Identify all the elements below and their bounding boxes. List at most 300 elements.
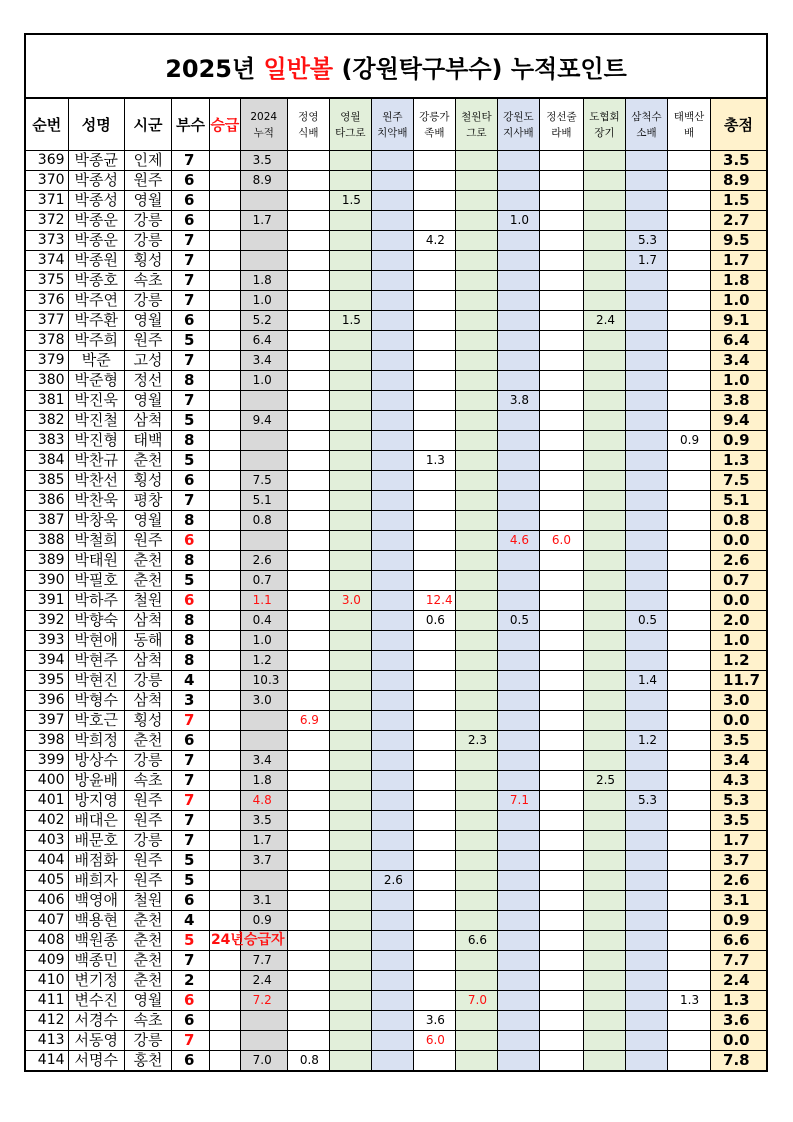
row-number: 384: [25, 451, 68, 471]
division: 8: [172, 511, 210, 531]
pt-jeongseon: [539, 591, 583, 611]
row-number: 406: [25, 891, 68, 911]
table-row: [25, 171, 767, 191]
pt-cheorwon: [455, 871, 497, 891]
header-label-line2: 지사배: [503, 126, 534, 139]
pt-cheorwon: [455, 391, 497, 411]
pt-taebaek: [668, 631, 711, 651]
pt-jeongseon: [539, 1051, 583, 1072]
pt-gangneung: [413, 931, 455, 951]
pt-samcheok: [625, 371, 667, 391]
pt-2024: [240, 731, 287, 751]
pt-jeongyeong: [287, 211, 329, 231]
row-number: 387: [25, 511, 68, 531]
total-score: 1.8: [711, 271, 767, 291]
pt-yeongwol: [329, 631, 371, 651]
pt-taebaek: [668, 811, 711, 831]
city: 강릉: [124, 231, 171, 251]
total-score: 1.3: [711, 451, 767, 471]
pt-2024: 0.7: [240, 571, 287, 591]
table-row: [25, 871, 767, 891]
pt-samcheok: [625, 291, 667, 311]
promotion: [209, 891, 240, 911]
pt-2024: 3.5: [240, 811, 287, 831]
pt-wonju: [371, 651, 413, 671]
pt-jeongseon: [539, 751, 583, 771]
pt-gangneung: [413, 671, 455, 691]
pt-jeongseon: [539, 191, 583, 211]
pt-2024: [240, 531, 287, 551]
promotion: [209, 271, 240, 291]
division: 7: [172, 351, 210, 371]
city: 인제: [124, 151, 171, 171]
pt-taebaek: [668, 791, 711, 811]
header-label: 순번: [32, 115, 62, 134]
promotion: [209, 411, 240, 431]
pt-2024: 1.8: [240, 771, 287, 791]
division: 6: [172, 1051, 210, 1072]
division: 8: [172, 611, 210, 631]
total-score: 2.0: [711, 611, 767, 631]
player-name: 백종민: [68, 951, 124, 971]
pt-wonju: [371, 791, 413, 811]
pt-2024: 3.4: [240, 351, 287, 371]
pt-taebaek: 0.9: [668, 431, 711, 451]
row-number: 370: [25, 171, 68, 191]
pt-2024: 3.1: [240, 891, 287, 911]
promotion: [209, 151, 240, 171]
pt-jeongseon: [539, 471, 583, 491]
pt-samcheok: 1.2: [625, 731, 667, 751]
pt-cheorwon: [455, 451, 497, 471]
total-score: 1.2: [711, 651, 767, 671]
pt-jeongyeong: [287, 651, 329, 671]
city: 태백: [124, 431, 171, 451]
row-number: 386: [25, 491, 68, 511]
header-total: [711, 98, 767, 151]
pt-gangneung: [413, 831, 455, 851]
table-row: [25, 751, 767, 771]
pt-governor: [497, 471, 539, 491]
pt-gangneung: 4.2: [413, 231, 455, 251]
points-table: [24, 97, 768, 1072]
pt-wonju: [371, 891, 413, 911]
pt-samcheok: [625, 211, 667, 231]
pt-gangneung: 0.6: [413, 611, 455, 631]
pt-jeongseon: [539, 251, 583, 271]
pt-taebaek: 1.3: [668, 991, 711, 1011]
header-division: [172, 98, 210, 151]
row-number: 405: [25, 871, 68, 891]
total-score: 0.0: [711, 1031, 767, 1051]
pt-taebaek: [668, 551, 711, 571]
pt-wonju: [371, 1031, 413, 1051]
pt-samcheok: [625, 331, 667, 351]
player-name: 백원종: [68, 931, 124, 951]
pt-jeongyeong: [287, 831, 329, 851]
promotion: [209, 331, 240, 351]
city: 속초: [124, 1011, 171, 1031]
pt-jeongseon: [539, 431, 583, 451]
total-score: 3.5: [711, 731, 767, 751]
pt-jeongseon: [539, 231, 583, 251]
row-number: 410: [25, 971, 68, 991]
pt-samcheok: [625, 311, 667, 331]
header-name: [68, 98, 124, 151]
pt-taebaek: [668, 331, 711, 351]
pt-gangneung: [413, 731, 455, 751]
title-suffix: (강원탁구부수) 누적포인트: [333, 54, 627, 83]
pt-taebaek: [668, 731, 711, 751]
pt-governor: [497, 271, 539, 291]
pt-association: [583, 211, 625, 231]
division: 6: [172, 731, 210, 751]
table-row: [25, 931, 767, 951]
city: 원주: [124, 851, 171, 871]
pt-jeongseon: [539, 771, 583, 791]
pt-yeongwol: [329, 931, 371, 951]
pt-association: 2.4: [583, 311, 625, 331]
promotion: [209, 691, 240, 711]
pt-governor: [497, 871, 539, 891]
pt-gangneung: 6.0: [413, 1031, 455, 1051]
pt-association: 2.5: [583, 771, 625, 791]
pt-gangneung: [413, 271, 455, 291]
pt-cheorwon: [455, 691, 497, 711]
total-score: 0.9: [711, 911, 767, 931]
pt-wonju: [371, 431, 413, 451]
table-row: [25, 531, 767, 551]
player-name: 박진형: [68, 431, 124, 451]
pt-2024: [240, 391, 287, 411]
pt-yeongwol: [329, 891, 371, 911]
pt-taebaek: [668, 311, 711, 331]
pt-cheorwon: 6.6: [455, 931, 497, 951]
player-name: 배점화: [68, 851, 124, 871]
city: 영월: [124, 511, 171, 531]
pt-samcheok: [625, 151, 667, 171]
pt-jeongyeong: [287, 451, 329, 471]
table-row: [25, 511, 767, 531]
pt-gangneung: [413, 571, 455, 591]
pt-samcheok: [625, 1031, 667, 1051]
player-name: 박찬규: [68, 451, 124, 471]
city: 원주: [124, 171, 171, 191]
city: 춘천: [124, 451, 171, 471]
pt-wonju: [371, 731, 413, 751]
header-label: 도협회: [589, 110, 620, 123]
pt-governor: [497, 1031, 539, 1051]
city: 강릉: [124, 211, 171, 231]
pt-association: [583, 1011, 625, 1031]
city: 춘천: [124, 931, 171, 951]
pt-samcheok: [625, 751, 667, 771]
pt-taebaek: [668, 571, 711, 591]
pt-jeongyeong: [287, 351, 329, 371]
pt-governor: [497, 1051, 539, 1072]
city: 강릉: [124, 671, 171, 691]
pt-jeongseon: [539, 571, 583, 591]
pt-gangneung: [413, 651, 455, 671]
total-score: 2.4: [711, 971, 767, 991]
pt-taebaek: [668, 531, 711, 551]
pt-gangneung: [413, 751, 455, 771]
pt-taebaek: [668, 491, 711, 511]
pt-association: [583, 571, 625, 591]
pt-wonju: [371, 151, 413, 171]
pt-taebaek: [668, 971, 711, 991]
row-number: 371: [25, 191, 68, 211]
pt-cheorwon: [455, 511, 497, 531]
pt-yeongwol: 3.0: [329, 591, 371, 611]
player-name: 박찬욱: [68, 491, 124, 511]
pt-2024: [240, 251, 287, 271]
pt-yeongwol: [329, 751, 371, 771]
pt-gangneung: [413, 471, 455, 491]
city: 강릉: [124, 831, 171, 851]
player-name: 박진철: [68, 411, 124, 431]
pt-jeongseon: [539, 851, 583, 871]
row-number: 398: [25, 731, 68, 751]
row-number: 397: [25, 711, 68, 731]
pt-jeongyeong: [287, 751, 329, 771]
player-name: 배대은: [68, 811, 124, 831]
total-score: 0.7: [711, 571, 767, 591]
player-name: 박향숙: [68, 611, 124, 631]
pt-governor: [497, 971, 539, 991]
pt-association: [583, 511, 625, 531]
header-label-line2: 치악배: [377, 126, 408, 139]
city: 강릉: [124, 1031, 171, 1051]
pt-taebaek: [668, 191, 711, 211]
player-name: 변수진: [68, 991, 124, 1011]
pt-governor: [497, 731, 539, 751]
pt-jeongseon: [539, 351, 583, 371]
pt-samcheok: [625, 171, 667, 191]
pt-2024: 1.0: [240, 291, 287, 311]
pt-governor: [497, 191, 539, 211]
pt-wonju: [371, 711, 413, 731]
pt-gangneung: [413, 691, 455, 711]
pt-wonju: [371, 191, 413, 211]
pt-jeongyeong: [287, 311, 329, 331]
division: 8: [172, 651, 210, 671]
pt-2024: [240, 431, 287, 451]
pt-association: [583, 791, 625, 811]
pt-gangneung: [413, 411, 455, 431]
table-row: [25, 1011, 767, 1031]
promotion: [209, 211, 240, 231]
pt-wonju: [371, 911, 413, 931]
header-label: 부수: [175, 115, 205, 134]
pt-association: [583, 831, 625, 851]
pt-taebaek: [668, 931, 711, 951]
pt-jeongseon: [539, 791, 583, 811]
pt-jeongyeong: [287, 791, 329, 811]
pt-gangneung: [413, 811, 455, 831]
pt-governor: [497, 411, 539, 431]
pt-samcheok: 0.5: [625, 611, 667, 631]
pt-cheorwon: [455, 531, 497, 551]
promotion: [209, 671, 240, 691]
pt-wonju: [371, 511, 413, 531]
pt-samcheok: [625, 551, 667, 571]
pt-yeongwol: [329, 811, 371, 831]
player-name: 박종호: [68, 271, 124, 291]
pt-governor: 7.1: [497, 791, 539, 811]
pt-samcheok: [625, 591, 667, 611]
pt-taebaek: [668, 651, 711, 671]
pt-association: [583, 891, 625, 911]
table-row: [25, 251, 767, 271]
pt-governor: [497, 491, 539, 511]
pt-gangneung: [413, 251, 455, 271]
pt-taebaek: [668, 391, 711, 411]
pt-samcheok: [625, 851, 667, 871]
pt-cheorwon: [455, 331, 497, 351]
pt-gangneung: [413, 511, 455, 531]
promotion: [209, 231, 240, 251]
player-name: 박준: [68, 351, 124, 371]
pt-jeongyeong: [287, 291, 329, 311]
row-number: 403: [25, 831, 68, 851]
pt-jeongyeong: [287, 1011, 329, 1031]
pt-jeongyeong: [287, 231, 329, 251]
total-score: 3.6: [711, 1011, 767, 1031]
pt-yeongwol: [329, 511, 371, 531]
city: 속초: [124, 271, 171, 291]
total-score: 8.9: [711, 171, 767, 191]
header-label: 시군: [133, 115, 163, 134]
row-number: 390: [25, 571, 68, 591]
pt-cheorwon: [455, 1011, 497, 1031]
pt-cheorwon: [455, 791, 497, 811]
division: 8: [172, 431, 210, 451]
header-label-line2: 족배: [424, 126, 445, 139]
pt-taebaek: [668, 911, 711, 931]
player-name: 박종원: [68, 251, 124, 271]
pt-samcheok: [625, 451, 667, 471]
table-row: [25, 371, 767, 391]
division: 7: [172, 771, 210, 791]
header-promotion: [209, 98, 240, 151]
title-highlight: 일반볼: [263, 54, 334, 83]
row-number: 382: [25, 411, 68, 431]
pt-jeongyeong: [287, 931, 329, 951]
pt-2024: 3.0: [240, 691, 287, 711]
total-score: 9.1: [711, 311, 767, 331]
pt-2024: 1.1: [240, 591, 287, 611]
pt-governor: [497, 951, 539, 971]
pt-yeongwol: [329, 711, 371, 731]
pt-yeongwol: [329, 971, 371, 991]
pt-jeongseon: [539, 731, 583, 751]
pt-samcheok: [625, 571, 667, 591]
pt-wonju: [371, 751, 413, 771]
promotion: [209, 871, 240, 891]
division: 5: [172, 871, 210, 891]
pt-cheorwon: [455, 671, 497, 691]
pt-jeongseon: [539, 871, 583, 891]
pt-governor: 1.0: [497, 211, 539, 231]
city: 춘천: [124, 951, 171, 971]
pt-yeongwol: [329, 251, 371, 271]
pt-association: [583, 871, 625, 891]
pt-association: [583, 711, 625, 731]
pt-taebaek: [668, 711, 711, 731]
pt-jeongseon: [539, 671, 583, 691]
pt-2024: 7.0: [240, 1051, 287, 1072]
promotion: [209, 311, 240, 331]
pt-jeongseon: [539, 311, 583, 331]
pt-jeongyeong: [287, 411, 329, 431]
pt-jeongseon: [539, 391, 583, 411]
pt-gangneung: [413, 351, 455, 371]
pt-2024: [240, 711, 287, 731]
row-number: 380: [25, 371, 68, 391]
table-row: [25, 151, 767, 171]
total-score: 2.6: [711, 551, 767, 571]
player-name: 배희자: [68, 871, 124, 891]
pt-governor: 0.5: [497, 611, 539, 631]
city: 영월: [124, 991, 171, 1011]
table-row: [25, 731, 767, 751]
table-row: [25, 471, 767, 491]
pt-samcheok: [625, 271, 667, 291]
pt-gangneung: [413, 551, 455, 571]
pt-2024: 0.4: [240, 611, 287, 631]
division: 5: [172, 451, 210, 471]
player-name: 서동영: [68, 1031, 124, 1051]
total-score: 6.6: [711, 931, 767, 951]
pt-taebaek: [668, 231, 711, 251]
header-samcheok: [625, 98, 667, 151]
header-wonju: [371, 98, 413, 151]
division: 6: [172, 1011, 210, 1031]
pt-wonju: [371, 371, 413, 391]
pt-yeongwol: [329, 611, 371, 631]
pt-cheorwon: [455, 171, 497, 191]
division: 6: [172, 591, 210, 611]
pt-cheorwon: [455, 211, 497, 231]
pt-taebaek: [668, 691, 711, 711]
pt-gangneung: [413, 711, 455, 731]
pt-yeongwol: [329, 911, 371, 931]
header-label: 영월: [340, 110, 361, 123]
table-row: [25, 671, 767, 691]
row-number: 409: [25, 951, 68, 971]
pt-association: [583, 951, 625, 971]
pt-samcheok: [625, 991, 667, 1011]
row-number: 374: [25, 251, 68, 271]
row-number: 407: [25, 911, 68, 931]
division: 6: [172, 311, 210, 331]
player-name: 박주환: [68, 311, 124, 331]
table-row: [25, 1051, 767, 1072]
pt-jeongseon: [539, 971, 583, 991]
table-row: [25, 631, 767, 651]
promotion: [209, 291, 240, 311]
pt-gangneung: [413, 991, 455, 1011]
pt-association: [583, 1051, 625, 1072]
division: 7: [172, 811, 210, 831]
pt-cheorwon: [455, 271, 497, 291]
total-score: 7.8: [711, 1051, 767, 1072]
division: 7: [172, 491, 210, 511]
city: 춘천: [124, 971, 171, 991]
total-score: 3.5: [711, 151, 767, 171]
division: 4: [172, 911, 210, 931]
